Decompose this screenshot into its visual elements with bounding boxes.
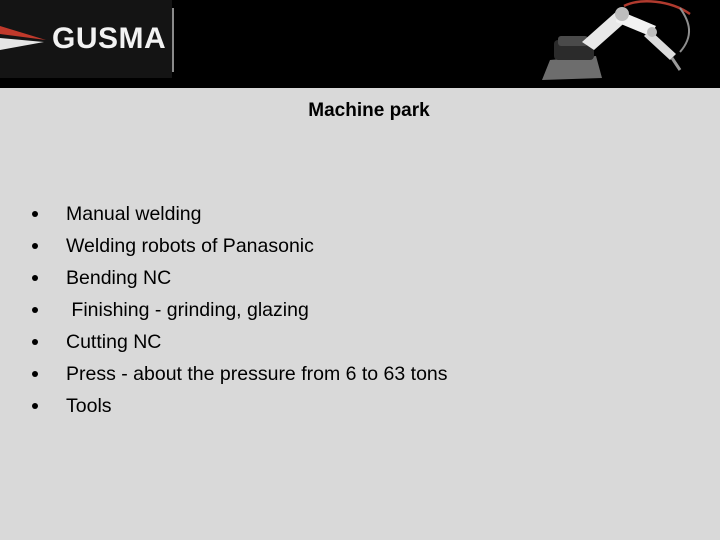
bullet-icon	[32, 371, 38, 377]
list-item-text: Press - about the pressure from 6 to 63 tons	[66, 363, 448, 385]
list-item	[28, 262, 448, 294]
list-item-text: Bending NC	[66, 267, 172, 289]
logo-swoosh-icon	[0, 20, 52, 52]
bullet-icon	[32, 275, 38, 281]
list-item	[28, 390, 448, 422]
bullet-icon	[32, 403, 38, 409]
bullet-icon	[32, 339, 38, 345]
list-item-text: Cutting NC	[66, 331, 162, 353]
bullet-icon	[32, 243, 38, 249]
welding-robot-icon	[530, 0, 720, 88]
logo-divider	[172, 8, 174, 72]
bullet-icon	[32, 307, 38, 313]
list-item-text: Finishing - grinding, glazing	[66, 299, 309, 321]
logo-text: GUSMA	[52, 22, 167, 55]
list-item	[28, 230, 448, 262]
list-item	[28, 198, 448, 230]
list-item-text: Welding robots of Panasonic	[66, 235, 314, 257]
list-item-text: Manual welding	[66, 203, 202, 225]
list-item	[28, 358, 448, 390]
header-bar	[0, 0, 720, 88]
brand-logo	[0, 0, 172, 78]
bullet-icon	[32, 211, 38, 217]
list-item-text: Tools	[66, 395, 112, 417]
list-item	[28, 326, 448, 358]
list-item	[28, 294, 448, 326]
bullet-list	[28, 198, 448, 422]
slide-title: Machine park	[308, 100, 430, 121]
